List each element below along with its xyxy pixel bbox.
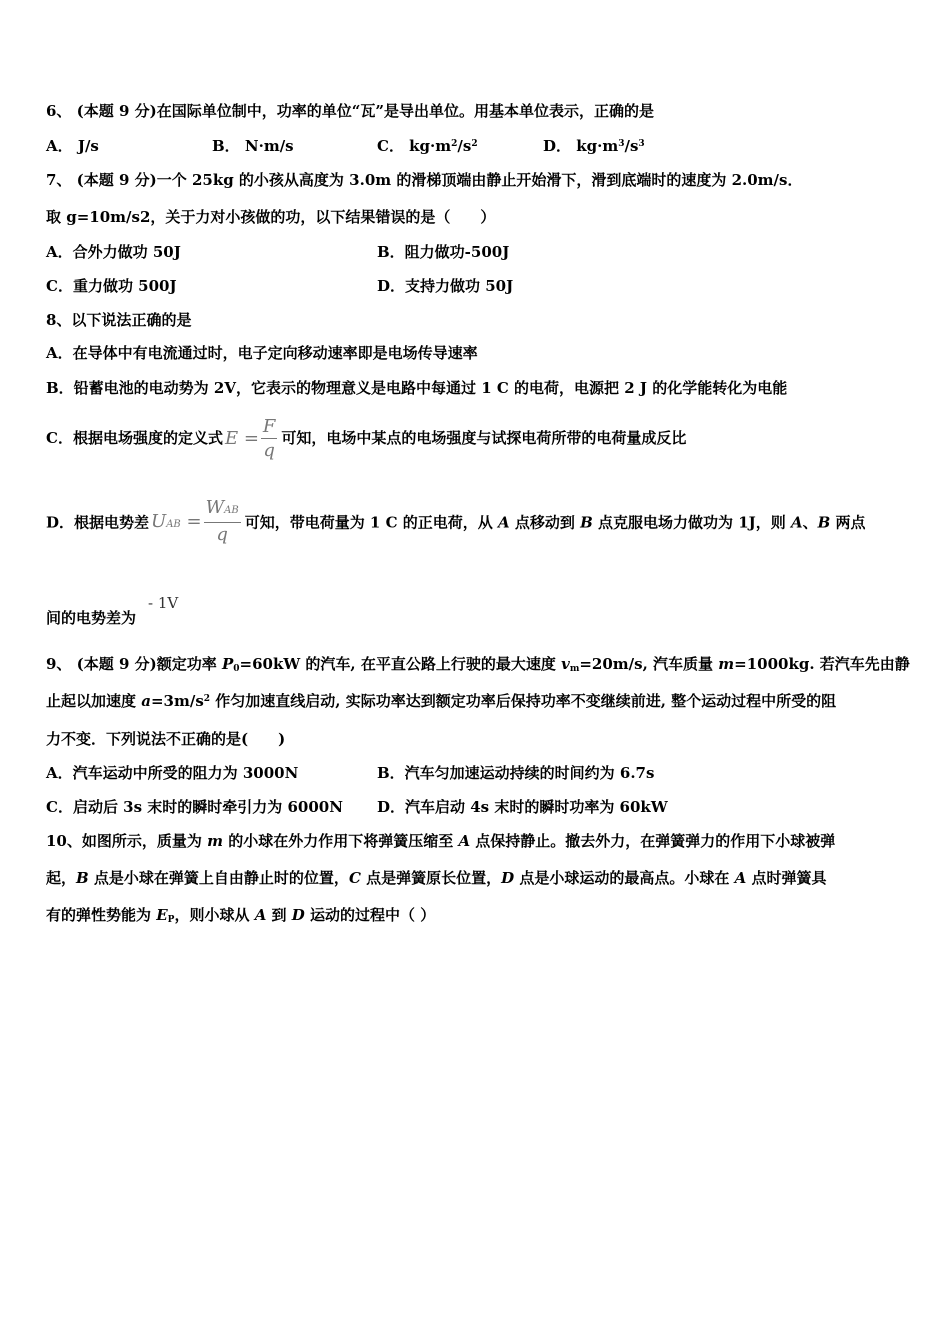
q9-l1-Psub: 0 bbox=[233, 664, 240, 674]
q9-l2-b: =3m/s bbox=[150, 692, 204, 710]
q9-stem-line2 bbox=[46, 691, 836, 711]
q8-c-formula-numerator: F bbox=[262, 415, 276, 437]
q8-d-pre: D．根据电势差 bbox=[46, 513, 150, 532]
q10-l2-e: 点时弹簧具 bbox=[746, 869, 827, 887]
q7-option-d: D．支持力做功 50J bbox=[377, 277, 514, 295]
q8-option-d-line2: 间的电势差为 bbox=[46, 609, 137, 627]
q10-l2-d: 点是小球运动的最高点。小球在 bbox=[514, 869, 735, 887]
q7-option-a: A．合外力做功 50J bbox=[46, 243, 181, 261]
q8-c-pre: C．根据电场强度的定义式 bbox=[46, 429, 223, 447]
q9-l2-a: 止起以加速度 bbox=[46, 692, 142, 710]
q10-l1-A: A bbox=[458, 832, 471, 850]
q6-d-exp2: 3 bbox=[638, 139, 645, 149]
q7-option-b: B．阻力做功-500J bbox=[377, 243, 510, 261]
q6-stem: 6、 (本题 9 分)在国际单位制中，功率的单位“瓦”是导出单位。用基本单位表示，正确的是 bbox=[46, 102, 654, 120]
q10-l1-c: 点保持静止。撤去外力，在弹簧弹力的作用下小球被弹 bbox=[470, 832, 836, 850]
q8-d-point-b2: B bbox=[817, 513, 831, 532]
q9-l1-c: =20m/s, 汽车质量 bbox=[579, 655, 719, 673]
q9-l1-P: P bbox=[221, 655, 234, 673]
q6-c-exp2: 2 bbox=[471, 139, 478, 149]
q8-c-formula-lhs: E bbox=[224, 428, 239, 449]
q10-l1-m: m bbox=[207, 832, 223, 850]
q8-c-post: 可知，电场中某点的电场强度与试探电荷所带的电荷量成反比 bbox=[281, 429, 687, 447]
q8-d-post1: 可知，带电荷量为 1 C 的正电荷，从 bbox=[244, 513, 498, 532]
q8-c-formula-denominator: q bbox=[263, 439, 275, 461]
q9-l2-ai: a bbox=[141, 692, 151, 710]
q6-d-mid: /s bbox=[624, 137, 639, 155]
q10-l2-a: 起， bbox=[46, 869, 77, 887]
q10-l2-C: C bbox=[348, 869, 361, 887]
q9-l1-vsub: m bbox=[569, 664, 580, 674]
q8-c-formula-fraction bbox=[261, 416, 278, 463]
q8-option-d-value: - 1V bbox=[148, 594, 179, 612]
q10-l3-b: ，则小球从 bbox=[174, 906, 255, 924]
q9-l1-m: m bbox=[718, 655, 735, 673]
q8-d-formula-denominator: q bbox=[216, 524, 228, 545]
q6-option-b: B． N·m/s bbox=[212, 137, 294, 155]
q10-stem-line1 bbox=[46, 831, 835, 851]
q8-d-formula bbox=[151, 495, 243, 552]
q10-l3-A: A bbox=[254, 906, 267, 924]
q8-option-d bbox=[46, 495, 866, 549]
q6-c-exp1: 2 bbox=[451, 139, 458, 149]
q9-option-d: D．汽车启动 4s 末时的瞬时功率为 60kW bbox=[377, 798, 668, 816]
q8-d-post5: 两点 bbox=[830, 513, 866, 532]
q8-d-post2: 点移动到 bbox=[509, 513, 581, 532]
q8-d-formula-numerator bbox=[204, 497, 241, 523]
q10-l2-B: B bbox=[76, 869, 89, 887]
q9-l1-v: v bbox=[561, 655, 570, 673]
q8-d-post4: 、 bbox=[802, 513, 818, 532]
q9-l2-exp: 2 bbox=[203, 694, 211, 704]
q9-stem-line3: 力不变．下列说法不正确的是( ) bbox=[46, 730, 286, 748]
q7-stem-line1: 7、 (本题 9 分)一个 25kg 的小孩从高度为 3.0m 的滑梯顶端由静止开始滑下，滑到底端时的速度为 2.0m/s． bbox=[46, 171, 803, 189]
q9-l1-b: =60kW 的汽车, 在平直公路上行驶的最大速度 bbox=[239, 655, 562, 673]
q6-c-mid: /s bbox=[457, 137, 472, 155]
q8-d-formula-lhs: U bbox=[151, 511, 167, 532]
q10-l1-a: 10、如图所示，质量为 bbox=[46, 832, 208, 850]
q9-stem-line1 bbox=[46, 654, 910, 674]
q6-d-pre: D． kg·m bbox=[543, 137, 619, 155]
q8-d-point-b1: B bbox=[580, 513, 593, 532]
q6-d-exp1: 3 bbox=[618, 139, 625, 149]
q7-option-c: C．重力做功 500J bbox=[46, 277, 177, 295]
q10-l2-A: A bbox=[734, 869, 747, 887]
q8-d-formula-lhs-sub: AB bbox=[166, 519, 181, 530]
q6-option-d bbox=[543, 136, 645, 156]
q10-stem-line2 bbox=[46, 868, 826, 888]
q10-l2-D: D bbox=[501, 869, 515, 887]
q9-l2-c: 作匀加速直线启动, 实际功率达到额定功率后保持功率不变继续前进, 整个运动过程中所受的阻 bbox=[210, 692, 837, 710]
q8-option-b: B．铅蓄电池的电动势为 2V，它表示的物理意义是电路中每通过 1 C 的电荷，电源把 2 J 的化学能转化为电能 bbox=[46, 379, 788, 397]
q7-stem-line2: 取 g=10m/s2，关于力对小孩做的功，以下结果错误的是（ ） bbox=[46, 208, 496, 226]
q8-d-point-a1: A bbox=[497, 513, 510, 532]
q9-option-a: A．汽车运动中所受的阻力为 3000N bbox=[46, 764, 299, 782]
q9-option-c: C．启动后 3s 末时的瞬时牵引力为 6000N bbox=[46, 798, 343, 816]
q10-l3-E: E bbox=[156, 906, 168, 924]
q8-d-formula-fraction bbox=[204, 497, 241, 547]
q10-l3-d: 运动的过程中（ ） bbox=[304, 906, 436, 924]
q10-l1-b: 的小球在外力作用下将弹簧压缩至 bbox=[222, 832, 459, 850]
q8-d-formula-num-main: W bbox=[205, 497, 225, 518]
q8-d-formula-eq: = bbox=[186, 511, 202, 532]
q10-l3-Esub: P bbox=[167, 915, 175, 925]
q10-l3-a: 有的弹性势能为 bbox=[46, 906, 157, 924]
q8-stem: 8、以下说法正确的是 bbox=[46, 311, 192, 329]
q6-option-a: A． J/s bbox=[46, 137, 99, 155]
q6-c-pre: C． kg·m bbox=[377, 137, 452, 155]
q8-option-a: A．在导体中有电流通过时，电子定向移动速率即是电场传导速率 bbox=[46, 344, 478, 362]
q10-l2-b: 点是小球在弹簧上自由静止时的位置， bbox=[88, 869, 349, 887]
q8-d-post3: 点克服电场力做功为 1J，则 bbox=[592, 513, 791, 532]
q8-d-formula-num-sub: AB bbox=[224, 505, 239, 516]
q9-option-b: B．汽车匀加速运动持续的时间约为 6.7s bbox=[377, 764, 655, 782]
q10-l3-c: 到 bbox=[266, 906, 292, 924]
q8-option-c bbox=[46, 412, 686, 464]
q9-l1-a: 9、 (本题 9 分)额定功率 bbox=[46, 655, 222, 673]
q6-option-c bbox=[377, 136, 478, 156]
q8-d-point-a2: A bbox=[790, 513, 803, 532]
q10-l3-D: D bbox=[291, 906, 305, 924]
q10-l2-c: 点是弹簧原长位置， bbox=[360, 869, 502, 887]
q10-stem-line3 bbox=[46, 905, 435, 925]
q8-c-formula bbox=[225, 413, 279, 465]
q8-c-formula-eq: = bbox=[243, 428, 259, 449]
q9-l1-d: =1000kg. 若汽车先由静 bbox=[734, 655, 910, 673]
